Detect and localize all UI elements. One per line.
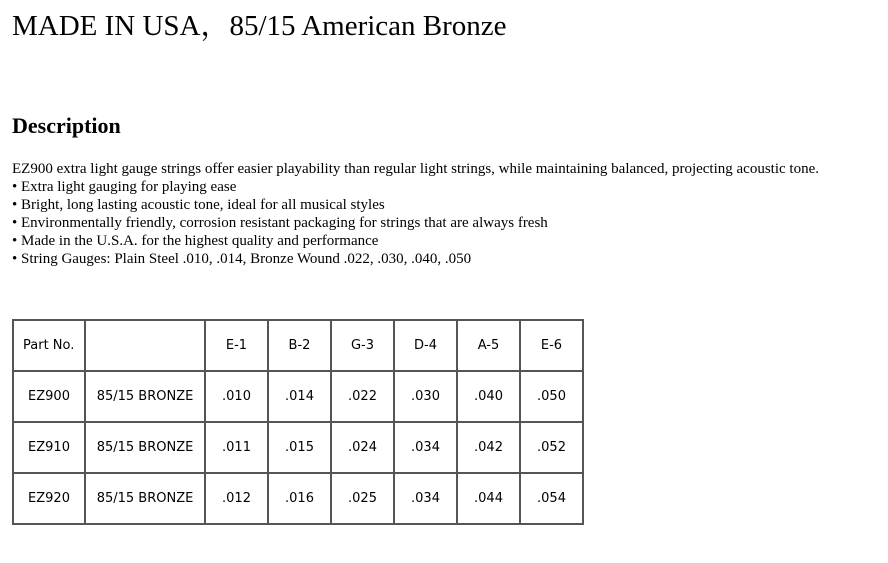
table-cell: .012 [205,473,268,524]
feature-item: • String Gauges: Plain Steel .010, .014, Bronze Wound .022, .030, .040, .050 [12,250,884,268]
table-cell: .052 [520,422,583,473]
header-cell-part-no: Part No. [13,320,85,371]
table-row [13,422,583,473]
header-cell-b2: B-2 [268,320,331,371]
table-cell: .016 [268,473,331,524]
table-cell: .015 [268,422,331,473]
table-cell: EZ900 [13,371,85,422]
table-cell: .014 [268,371,331,422]
feature-item: • Bright, long lasting acoustic tone, ideal for all musical styles [12,196,884,214]
header-cell-e6: E-6 [520,320,583,371]
gauge-table [12,319,584,525]
table-cell: .024 [331,422,394,473]
table-cell: EZ910 [13,422,85,473]
feature-item: • Extra light gauging for playing ease [12,178,884,196]
table-cell: .044 [457,473,520,524]
page-title: MADE IN USA，85/15 American Bronze [12,10,507,42]
table-cell: .022 [331,371,394,422]
table-row [13,473,583,524]
table-cell: .011 [205,422,268,473]
table-cell: .034 [394,422,457,473]
table-cell: 85/15 BRONZE [85,473,205,524]
table-cell: .025 [331,473,394,524]
description-body [12,160,884,268]
header-cell-a5: A-5 [457,320,520,371]
table-cell: 85/15 BRONZE [85,371,205,422]
table-header-row [13,320,583,371]
header-cell-g3: G-3 [331,320,394,371]
table-cell: .010 [205,371,268,422]
table-cell: .034 [394,473,457,524]
feature-item: • Environmentally friendly, corrosion resistant packaging for strings that are always fresh [12,214,884,232]
feature-list [12,178,884,268]
feature-item: • Made in the U.S.A. for the highest quality and performance [12,232,884,250]
table-cell: .042 [457,422,520,473]
table-cell: .030 [394,371,457,422]
table-cell: .050 [520,371,583,422]
table-cell: EZ920 [13,473,85,524]
header-cell-d4: D-4 [394,320,457,371]
header-cell-material [85,320,205,371]
header-cell-e1: E-1 [205,320,268,371]
description-intro: EZ900 extra light gauge strings offer easier playability than regular light strings, while maintaining balanced, projecting acoustic tone. [12,161,819,177]
table-cell: .040 [457,371,520,422]
description-heading: Description [12,113,121,138]
table-cell: .054 [520,473,583,524]
table-cell: 85/15 BRONZE [85,422,205,473]
table-row [13,371,583,422]
